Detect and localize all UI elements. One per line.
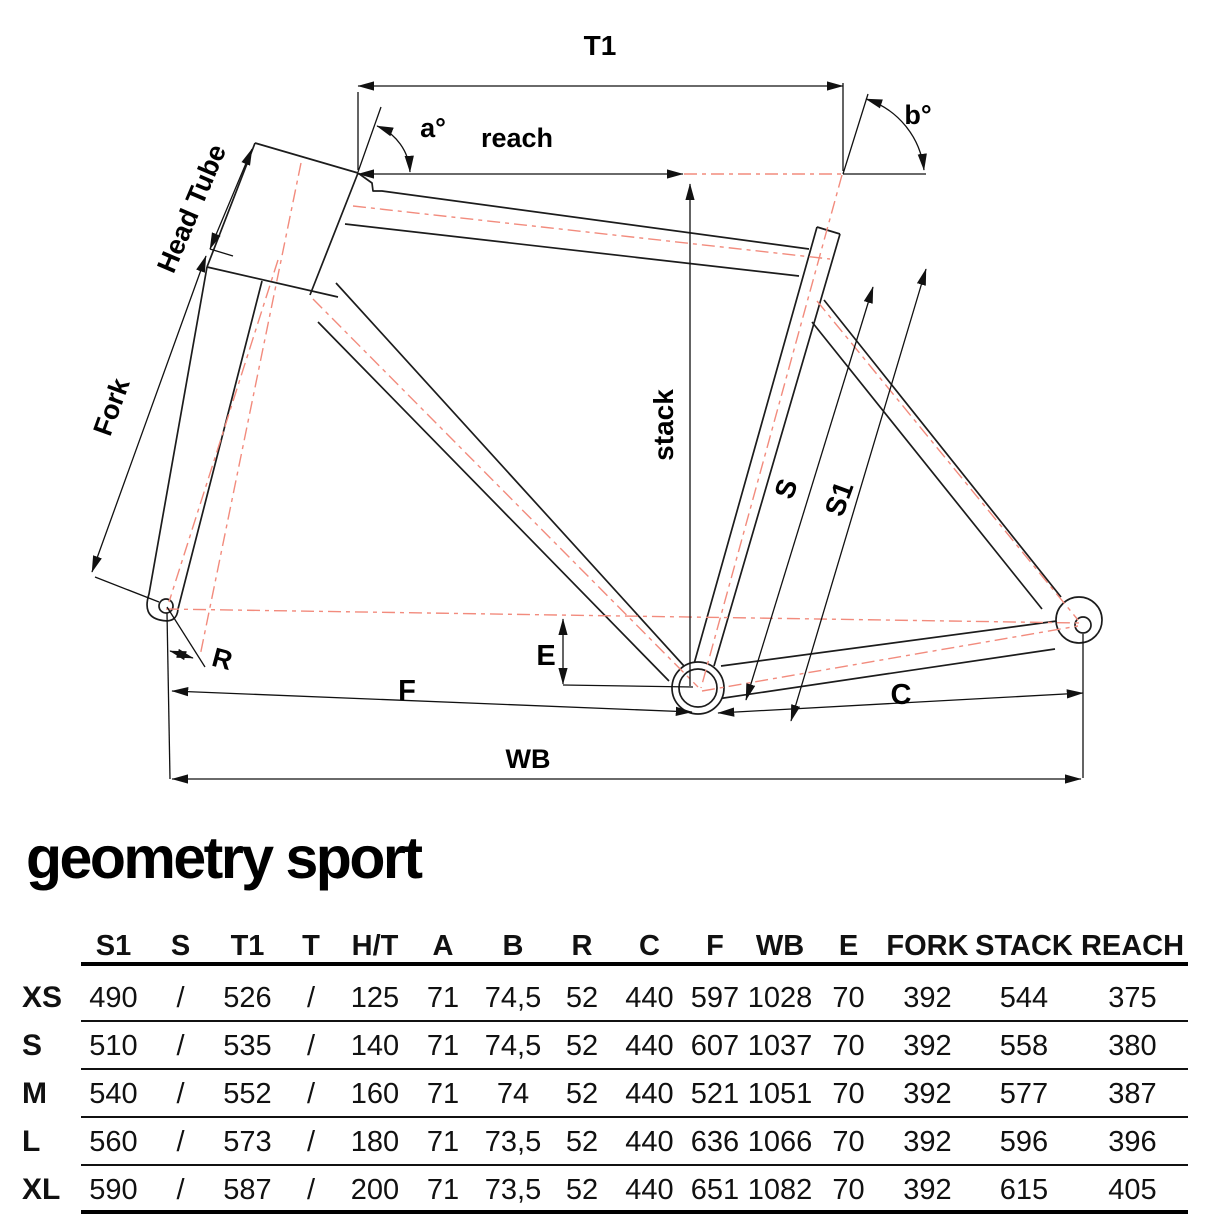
- table-cell: /: [146, 1070, 215, 1118]
- table-cell: 558: [971, 1022, 1077, 1070]
- table-cell: 1037: [747, 1022, 813, 1070]
- label-stack: stack: [648, 389, 679, 461]
- column-header: E: [813, 926, 884, 966]
- table-cell: 70: [813, 1166, 884, 1214]
- table-cell: 52: [548, 974, 616, 1022]
- table-cell: 526: [215, 974, 280, 1022]
- column-header: F: [683, 926, 747, 966]
- table-cell: 200: [342, 1166, 408, 1214]
- table-cell: 552: [215, 1070, 280, 1118]
- table-cell: 1066: [747, 1118, 813, 1166]
- table-cell: 573: [215, 1118, 280, 1166]
- label-reach: reach: [480, 123, 554, 153]
- table-cell: 607: [683, 1022, 747, 1070]
- table-cell: 74: [478, 1070, 548, 1118]
- label-head-tube: Head Tube: [151, 140, 233, 277]
- table-cell: 521: [683, 1070, 747, 1118]
- column-header: T1: [215, 926, 280, 966]
- header-corner: [0, 926, 81, 962]
- table-cell: 615: [971, 1166, 1077, 1214]
- table-cell: /: [146, 974, 215, 1022]
- table-cell: 73,5: [478, 1118, 548, 1166]
- table-cell: 180: [342, 1118, 408, 1166]
- table-cell: 392: [884, 1022, 971, 1070]
- table-cell: 71: [408, 1118, 478, 1166]
- column-header: STACK: [971, 926, 1077, 966]
- column-header: S1: [81, 926, 146, 966]
- table-cell: /: [280, 1118, 342, 1166]
- table-cell: /: [280, 1022, 342, 1070]
- table-cell: 651: [683, 1166, 747, 1214]
- label-s1: S1: [818, 477, 860, 521]
- table-cell: 392: [884, 1166, 971, 1214]
- table-cell: /: [280, 974, 342, 1022]
- table-cell: /: [280, 1070, 342, 1118]
- table-cell: 560: [81, 1118, 146, 1166]
- table-cell: 73,5: [478, 1166, 548, 1214]
- table-cell: 52: [548, 1022, 616, 1070]
- table-cell: 440: [616, 1070, 683, 1118]
- label-a-angle: a°: [420, 113, 446, 143]
- table-cell: 1028: [747, 974, 813, 1022]
- table-cell: 590: [81, 1166, 146, 1214]
- table-cell: 490: [81, 974, 146, 1022]
- table-cell: 71: [408, 1070, 478, 1118]
- row-label: S: [22, 1029, 43, 1062]
- column-header: REACH: [1077, 926, 1188, 966]
- row-label: L: [22, 1125, 41, 1158]
- table-cell: 70: [813, 1022, 884, 1070]
- row-label: XS: [22, 981, 63, 1014]
- column-header: A: [408, 926, 478, 966]
- table-cell: 70: [813, 1070, 884, 1118]
- table-cell: 70: [813, 1118, 884, 1166]
- table-cell: /: [146, 1022, 215, 1070]
- column-header: B: [478, 926, 548, 966]
- column-header: R: [548, 926, 616, 966]
- table-cell: 596: [971, 1118, 1077, 1166]
- column-header: H/T: [342, 926, 408, 966]
- table-cell: 440: [616, 974, 683, 1022]
- table-cell: 71: [408, 974, 478, 1022]
- label-r: R: [208, 642, 236, 677]
- table-cell: 71: [408, 1022, 478, 1070]
- table-cell: 387: [1077, 1070, 1188, 1118]
- row-label: XL: [22, 1173, 61, 1206]
- table-cell: 74,5: [478, 974, 548, 1022]
- geometry-table: [0, 926, 1205, 1214]
- label-fork: Fork: [87, 374, 136, 440]
- dimension-lines: [92, 83, 1083, 779]
- front-dropout: [159, 599, 173, 613]
- table-cell: 540: [81, 1070, 146, 1118]
- column-header: C: [616, 926, 683, 966]
- table-cell: 160: [342, 1070, 408, 1118]
- table-cell: /: [146, 1118, 215, 1166]
- label-f: F: [398, 675, 416, 707]
- table-cell: 52: [548, 1166, 616, 1214]
- column-header: FORK: [884, 926, 971, 966]
- label-b-angle: b°: [904, 100, 932, 130]
- table-cell: 510: [81, 1022, 146, 1070]
- table-cell: 405: [1077, 1166, 1188, 1214]
- bike-frame-outline: [147, 143, 1102, 714]
- table-cell: 70: [813, 974, 884, 1022]
- table-cell: /: [146, 1166, 215, 1214]
- column-header: S: [146, 926, 215, 966]
- page-title: geometry sport: [26, 825, 421, 891]
- table-cell: 1082: [747, 1166, 813, 1214]
- label-c: C: [890, 679, 912, 711]
- table-cell: 125: [342, 974, 408, 1022]
- table-cell: 535: [215, 1022, 280, 1070]
- table-cell: 380: [1077, 1022, 1188, 1070]
- label-s: S: [768, 474, 804, 503]
- column-header: T: [280, 926, 342, 966]
- dimension-labels: [87, 30, 931, 774]
- table-cell: 440: [616, 1022, 683, 1070]
- table-cell: 544: [971, 974, 1077, 1022]
- label-wb: WB: [505, 744, 551, 774]
- table-cell: 636: [683, 1118, 747, 1166]
- table-cell: 375: [1077, 974, 1188, 1022]
- table-cell: 52: [548, 1070, 616, 1118]
- table-cell: 440: [616, 1118, 683, 1166]
- table-cell: 597: [683, 974, 747, 1022]
- column-header: WB: [747, 926, 813, 966]
- overlay-centerlines: [166, 163, 1080, 691]
- table-cell: 140: [342, 1022, 408, 1070]
- table-cell: 440: [616, 1166, 683, 1214]
- table-cell: 52: [548, 1118, 616, 1166]
- table-cell: 392: [884, 1070, 971, 1118]
- table-cell: 392: [884, 1118, 971, 1166]
- table-cell: 396: [1077, 1118, 1188, 1166]
- label-e: E: [536, 640, 556, 672]
- table-cell: 577: [971, 1070, 1077, 1118]
- table-cell: 1051: [747, 1070, 813, 1118]
- row-label: M: [22, 1077, 47, 1110]
- table-cell: 74,5: [478, 1022, 548, 1070]
- label-t1: T1: [583, 30, 617, 61]
- table-cell: 392: [884, 974, 971, 1022]
- table-cell: 71: [408, 1166, 478, 1214]
- table-cell: 587: [215, 1166, 280, 1214]
- table-cell: /: [280, 1166, 342, 1214]
